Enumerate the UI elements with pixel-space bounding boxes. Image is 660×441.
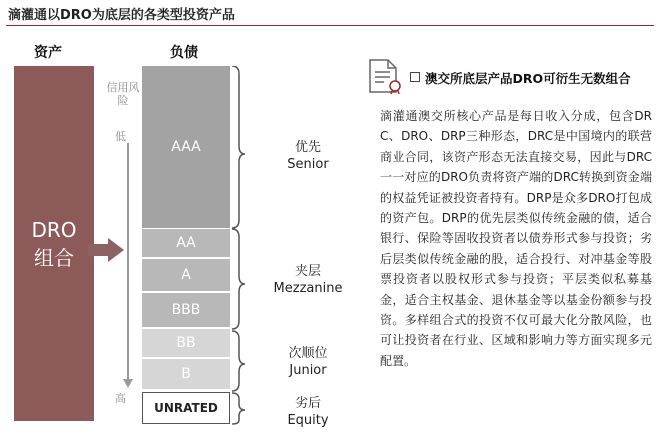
category-equity-en: Equity — [287, 413, 329, 428]
category-mezzanine-cn: 夹层 — [294, 264, 321, 279]
category-mezzanine-en: Mezzanine — [273, 281, 343, 296]
right-arrow-icon — [88, 238, 124, 262]
equity-brace — [232, 393, 245, 424]
title-divider — [6, 25, 654, 26]
page-title: 滴灌通以DRO为底层的各类型投资产品 — [8, 8, 235, 23]
document-icon — [368, 58, 402, 94]
category-braces — [230, 66, 270, 426]
tranche-aa: AA — [142, 229, 230, 257]
tranche-aaa: AAA — [142, 66, 230, 228]
asset-header: 资产 — [34, 45, 62, 61]
credit-risk-label: 信用风险 — [106, 81, 140, 107]
asset-label-line1: DRO — [31, 217, 77, 242]
junior-brace — [232, 331, 245, 391]
category-senior-en: Senior — [287, 157, 329, 172]
tranche-bbb: BBB — [142, 293, 230, 327]
checkbox-bullet-icon — [410, 72, 420, 82]
liability-header: 负债 — [170, 45, 198, 61]
category-junior — [268, 345, 348, 379]
tranche-b: B — [142, 359, 230, 389]
category-mezzanine — [268, 263, 348, 297]
category-senior — [268, 139, 348, 173]
asset-label-line2: 组合 — [34, 245, 74, 270]
risk-high-label: 高 — [115, 392, 126, 405]
category-equity — [268, 395, 348, 429]
risk-down-arrow-icon — [123, 143, 133, 388]
senior-brace — [232, 66, 245, 228]
category-junior-en: Junior — [289, 363, 327, 378]
tranche-unrated: UNRATED — [142, 392, 230, 424]
risk-low-label: 低 — [115, 130, 126, 143]
mezzanine-brace — [232, 229, 245, 329]
description-paragraph: 滴灌通澳交所核心产品是每日收入分成，包含DRC、DRO、DRP三种形态，DRC是中国境内的联营商业合同，该资产形态无法直接交易，因此与DRC一一对应的DRO负责将资产端的DRC转换到资金端的权益凭证被投资者持有。DRP是众多DRO打包成的资产包。DRP的优先层类似传统金融的债，适合银行、保险等固收投资者以债券形式参与投资；劣后层类似传统金融的股，适合投行、对冲基金等股票投资者以股权形式参与投资；平层类似私募基金，适合主权基金、退休基金等以基金份额参与投资。多样组合式的投资不仅可最大化分散风险，也可让投资者在行业、区域和影响力等方面实现多元配置。 — [380, 109, 652, 368]
tranche-bb: BB — [142, 329, 230, 357]
category-junior-cn: 次顺位 — [288, 346, 328, 361]
dro-portfolio-block — [14, 66, 94, 421]
section-heading: 澳交所底层产品DRO可衍生无数组合 — [425, 71, 631, 86]
tranche-a: A — [142, 259, 230, 291]
category-equity-cn: 劣后 — [294, 396, 321, 411]
category-senior-cn: 优先 — [294, 140, 321, 155]
